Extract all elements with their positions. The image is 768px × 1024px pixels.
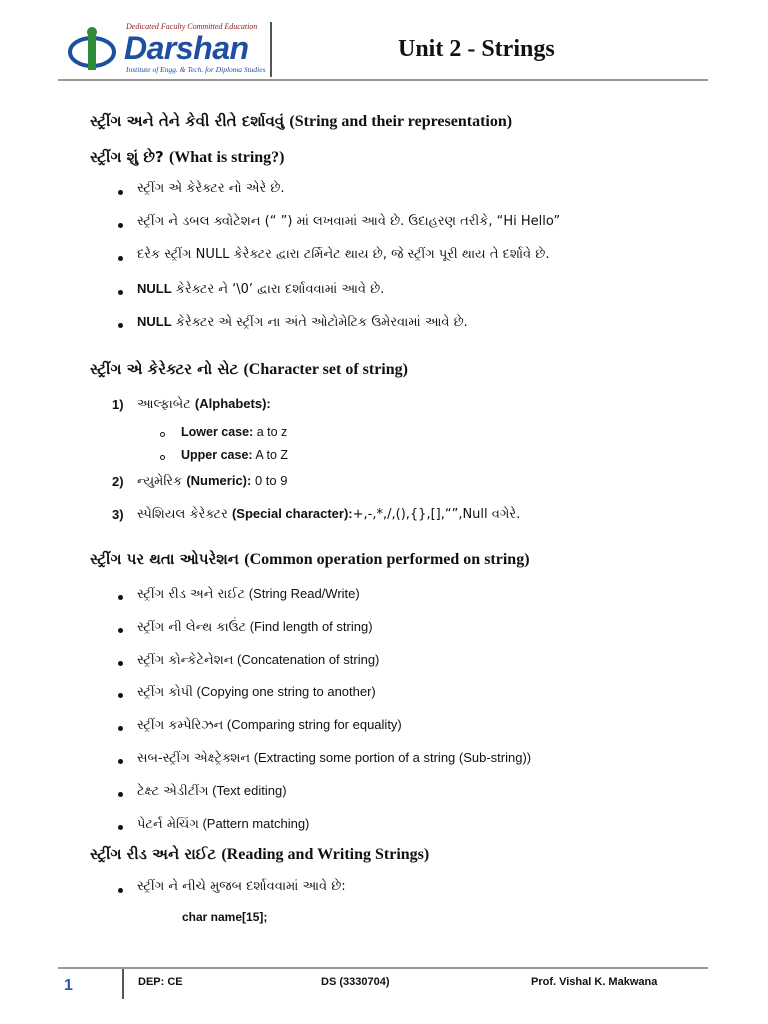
list-item bbox=[137, 783, 287, 799]
item-gu: સ્ટ્રીંગ કમ્પેરિઝન bbox=[137, 718, 224, 733]
heading-gu: સ્ટ્રીંગ પર થતા ઓપરેશન bbox=[90, 550, 239, 568]
sub-item-lower-case bbox=[181, 425, 287, 439]
bullet-icon bbox=[118, 825, 123, 830]
subheading-en: (What is string?) bbox=[168, 149, 285, 166]
bullet-icon bbox=[118, 628, 123, 633]
list-item-text: કેરેક્ટર ને ‘\0’ દ્વારા દર્શાવવામાં આવે છે. bbox=[171, 282, 385, 297]
item-en: (Alphabets): bbox=[194, 396, 271, 411]
sub-item-upper-case bbox=[181, 448, 288, 462]
heading-en: (String and their representation) bbox=[289, 113, 513, 130]
list-item-special bbox=[137, 506, 520, 522]
list-item-alphabets bbox=[137, 396, 271, 412]
sub-item-label: Upper case: bbox=[181, 448, 253, 462]
item-en: (Comparing string for equality) bbox=[223, 717, 402, 732]
footer-divider bbox=[122, 969, 124, 999]
heading-en: (Reading and Writing Strings) bbox=[221, 846, 430, 863]
section-heading-character-set bbox=[90, 360, 408, 379]
list-item bbox=[137, 586, 360, 602]
list-item bbox=[137, 314, 468, 330]
bullet-icon bbox=[118, 693, 123, 698]
bullet-icon bbox=[118, 792, 123, 797]
bullet-icon bbox=[118, 759, 123, 764]
darshan-emblem-icon bbox=[66, 26, 122, 76]
sub-item-value: a to z bbox=[253, 425, 288, 439]
list-item bbox=[137, 684, 376, 700]
list-item bbox=[137, 652, 379, 668]
bullet-icon bbox=[118, 323, 123, 328]
list-item bbox=[137, 281, 384, 297]
item-gu: ન્યુમેરિક bbox=[137, 474, 183, 489]
list-item: સ્ટ્રીંગ એ કેરેક્ટર નો એરે છે. bbox=[137, 181, 285, 196]
item-en: (Find length of string) bbox=[246, 619, 373, 634]
list-item bbox=[137, 816, 309, 832]
section-heading-reading-writing bbox=[90, 845, 429, 864]
circle-bullet-icon bbox=[160, 455, 165, 460]
logo bbox=[66, 20, 266, 80]
heading-gu: સ્ટ્રીંગ રીડ અને રાઈટ bbox=[90, 845, 217, 863]
list-item bbox=[137, 619, 373, 635]
item-value: +,-,*,/,(),{},[],“”,Null વગેરે. bbox=[352, 507, 521, 522]
item-en: (Pattern matching) bbox=[198, 816, 310, 831]
bullet-icon bbox=[118, 595, 123, 600]
null-label: NULL bbox=[137, 314, 172, 329]
section-heading-common-operations bbox=[90, 550, 530, 569]
item-en: (Copying one string to another) bbox=[192, 684, 376, 699]
heading-gu: સ્ટ્રીંગ એ કેરેક્ટર નો સેટ bbox=[90, 360, 239, 378]
bullet-icon bbox=[118, 190, 123, 195]
page-number: 1 bbox=[64, 977, 73, 994]
list-item: સ્ટ્રીંગ ને નીચે મુજબ દર્શાવવામાં આવે છે: bbox=[137, 879, 346, 894]
section-heading-string-representation bbox=[90, 112, 512, 131]
header-rule bbox=[58, 79, 708, 81]
item-gu: સબ-સ્ટ્રીંગ એક્ષ્ટ્રેક્શન bbox=[137, 751, 251, 766]
subheading-gu: સ્ટ્રીંગ શું છે? bbox=[90, 148, 164, 166]
footer-department: DEP: CE bbox=[138, 976, 183, 988]
null-label: NULL bbox=[137, 281, 172, 296]
logo-subtitle: Institute of Engg. & Tech. for Diploma Studies bbox=[126, 65, 266, 74]
item-gu: સ્ટ્રીંગ રીડ અને રાઈટ bbox=[137, 587, 246, 602]
heading-gu: સ્ટ્રીંગ અને તેને કેવી રીતે દર્શાવવું bbox=[90, 112, 285, 130]
code-snippet: char name[15]; bbox=[182, 910, 268, 924]
list-number: 3) bbox=[112, 507, 124, 522]
footer-subject: DS (3330704) bbox=[321, 976, 390, 988]
item-en: (String Read/Write) bbox=[245, 586, 360, 601]
bullet-icon bbox=[118, 223, 123, 228]
bullet-icon bbox=[118, 888, 123, 893]
bullet-icon bbox=[118, 290, 123, 295]
bullet-icon bbox=[118, 661, 123, 666]
page-title: Unit 2 - Strings bbox=[398, 36, 555, 62]
list-number: 1) bbox=[112, 397, 124, 412]
item-en: (Special character): bbox=[231, 506, 353, 521]
item-gu: સ્ટ્રીંગ ની લેન્થ કાઉંટ bbox=[137, 620, 247, 635]
logo-tagline: Dedicated Faculty Committed Education bbox=[126, 22, 258, 31]
item-en: (Numeric): bbox=[186, 473, 252, 488]
list-item-numeric bbox=[137, 473, 287, 489]
item-gu: સ્પેશિયલ કેરેક્ટર bbox=[137, 507, 228, 522]
circle-bullet-icon bbox=[160, 432, 165, 437]
item-en: (Concatenation of string) bbox=[233, 652, 380, 667]
item-gu: સ્ટ્રીંગ કોપી bbox=[137, 685, 193, 700]
list-number: 2) bbox=[112, 474, 124, 489]
footer-author: Prof. Vishal K. Makwana bbox=[531, 976, 658, 988]
bullet-icon bbox=[118, 726, 123, 731]
header-divider bbox=[270, 22, 272, 77]
subheading-what-is-string bbox=[90, 148, 285, 167]
list-item bbox=[137, 717, 402, 733]
item-value: 0 to 9 bbox=[251, 473, 288, 488]
sub-item-value: A to Z bbox=[252, 448, 288, 462]
heading-en: (Character set of string) bbox=[243, 361, 408, 378]
list-item bbox=[137, 750, 531, 766]
sub-item-label: Lower case: bbox=[181, 425, 254, 439]
item-en: (Text editing) bbox=[208, 783, 287, 798]
item-gu: સ્ટ્રીંગ કોન્કેટેનેશન bbox=[137, 653, 234, 668]
list-item: સ્ટ્રીંગ ને ડબલ ક્વોટેશન (“ ”) માં લખવામાં આવે છે. ઉદાહરણ તરીકે, “Hi Hello” bbox=[137, 214, 561, 229]
item-gu: આલ્ફાબેટ bbox=[137, 397, 191, 412]
footer-rule bbox=[58, 967, 708, 969]
item-gu: ટેક્ષ્ટ એડીટીંગ bbox=[137, 784, 209, 799]
heading-en: (Common operation performed on string) bbox=[244, 551, 530, 568]
list-item: દરેક સ્ટ્રીંગ NULL કેરેક્ટર દ્વારા ટર્મિનેટ થાય છે, જે સ્ટ્રીંગ પૂરી થાય તે દર્શાવે છે. bbox=[137, 247, 550, 262]
item-gu: પેટર્ન મેચિંગ bbox=[137, 817, 199, 832]
list-item-text: કેરેક્ટર એ સ્ટ્રીંગ ના અંતે ઓટોમેટિક ઉમેરવામાં આવે છે. bbox=[171, 315, 468, 330]
item-en: (Extracting some portion of a string (Sub-string)) bbox=[250, 750, 532, 765]
logo-name: Darshan bbox=[124, 30, 249, 66]
bullet-icon bbox=[118, 256, 123, 261]
